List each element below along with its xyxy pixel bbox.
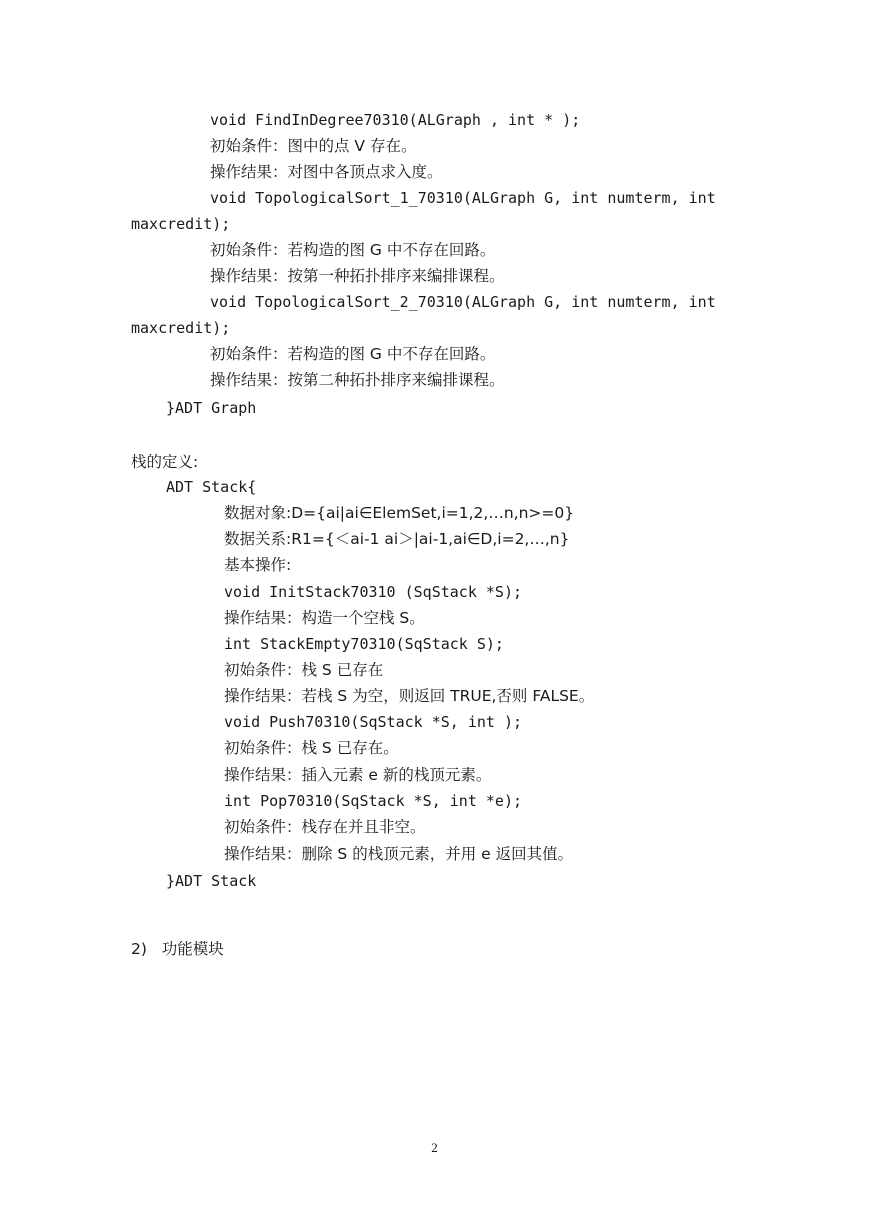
code-line-topological-sort-2: void TopologicalSort_2_70310(ALGraph G, int numterm, int [210, 293, 716, 311]
adt-graph-close: }ADT Graph [166, 399, 257, 417]
code-line-pop: int Pop70310(SqStack *S, int *e); [224, 792, 523, 810]
section-heading-stack: 栈的定义: [131, 453, 199, 471]
code-line-push: void Push70310(SqStack *S, int ); [224, 713, 523, 731]
code-line-continuation: maxcredit); [131, 215, 231, 233]
precondition-line: 初始条件：若构造的图 G 中不存在回路。 [210, 241, 496, 259]
page-number: 2 [431, 1140, 438, 1155]
data-object-line: 数据对象:D={ai|ai∈ElemSet,i=1,2,…n,n>=0} [224, 504, 575, 522]
code-line-stack-empty: int StackEmpty70310(SqStack S); [224, 635, 504, 653]
code-line-continuation: maxcredit); [131, 319, 231, 337]
result-line: 操作结果：插入元素 e 新的栈顶元素。 [224, 766, 492, 784]
precondition-line: 初始条件：栈存在并且非空。 [224, 818, 426, 836]
result-line: 操作结果：删除 S 的栈顶元素，并用 e 返回其值。 [224, 845, 574, 863]
precondition-line: 初始条件：栈 S 已存在 [224, 661, 384, 679]
precondition-line: 初始条件：若构造的图 G 中不存在回路。 [210, 345, 496, 363]
result-line: 操作结果：按第二种拓扑排序来编排课程。 [210, 371, 505, 389]
data-relation-line: 数据关系:R1={＜ai-1 ai＞|ai-1,ai∈D,i=2,…,n} [224, 530, 570, 548]
adt-stack-open: ADT Stack{ [166, 478, 257, 496]
adt-stack-close: }ADT Stack [166, 872, 257, 890]
code-line-init-stack: void InitStack70310 (SqStack *S); [224, 583, 523, 601]
code-line-find-in-degree: void FindInDegree70310(ALGraph , int * ); [210, 111, 581, 129]
result-line: 操作结果：按第一种拓扑排序来编排课程。 [210, 267, 505, 285]
precondition-line: 初始条件：栈 S 已存在。 [224, 739, 399, 757]
basic-operations-line: 基本操作: [224, 556, 292, 574]
precondition-line: 初始条件：图中的点 V 存在。 [210, 137, 417, 155]
result-line: 操作结果：构造一个空栈 S。 [224, 609, 425, 627]
result-line: 操作结果：对图中各顶点求入度。 [210, 163, 443, 181]
section-heading-function-modules: 2) 功能模块 [131, 940, 224, 958]
code-line-topological-sort-1: void TopologicalSort_1_70310(ALGraph G, int numterm, int [210, 189, 716, 207]
result-line: 操作结果：若栈 S 为空，则返回 TRUE,否则 FALSE。 [224, 687, 595, 705]
